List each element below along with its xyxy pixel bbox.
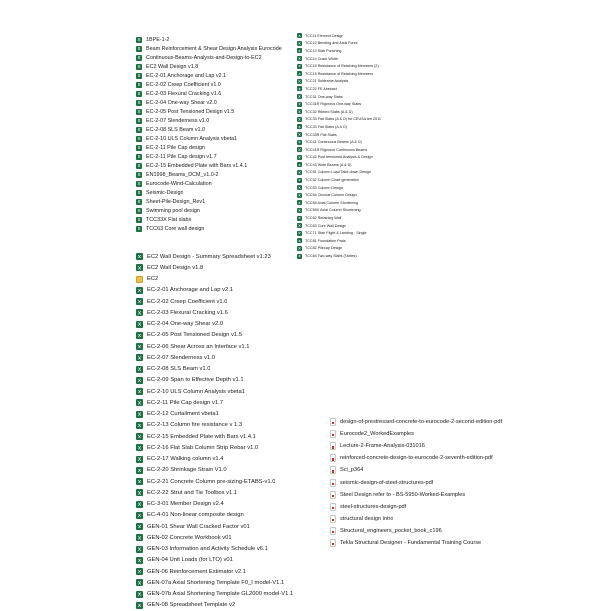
file-name-label: Steel Design refer to - BS-5950-Worked-Examples (340, 491, 466, 498)
file-name-label: GEN-08 Spreadsheet Template v2 (147, 602, 236, 609)
pdf-file-icon (330, 418, 336, 426)
file-item[interactable] (330, 501, 502, 513)
file-name-label: EC-2-08 SLS Beam v1.0 (147, 366, 211, 373)
file-item[interactable] (297, 161, 381, 169)
file-item[interactable] (136, 44, 282, 53)
excel-file-icon (136, 332, 143, 339)
file-item[interactable] (297, 108, 381, 116)
excel-file-icon (297, 162, 302, 167)
file-item[interactable] (136, 251, 293, 262)
excel-file-icon (136, 309, 143, 316)
file-name-label: TCC63 Core Wall Design (305, 223, 347, 228)
file-name-label: EC2 (147, 276, 159, 283)
file-item[interactable] (136, 107, 282, 116)
excel-file-icon (136, 366, 143, 373)
file-item[interactable] (297, 93, 381, 101)
file-item[interactable] (330, 452, 502, 464)
file-name-label: GEN-07a Axial Shortening Template F0_I model-V1.1 (147, 579, 285, 586)
file-item[interactable] (136, 116, 282, 125)
file-item[interactable] (330, 416, 502, 428)
file-list-middle (136, 251, 293, 611)
file-name-label: TCC41R Rigorous Continuous Beams (305, 147, 368, 152)
file-item[interactable] (136, 577, 293, 588)
file-name-label: GEN-01 Shear Wall Cracked Factor v01 (147, 523, 250, 530)
excel-file-icon (297, 41, 302, 46)
file-name-label: Tekla Structural Designer - Fundamental Training Course (340, 539, 482, 546)
excel-file-icon (136, 467, 143, 474)
file-item[interactable] (297, 32, 381, 40)
excel-file-icon (297, 170, 302, 175)
file-name-label: TCC33 Flat Slabs (A & D) for CEUSA ten 2011 (305, 117, 381, 122)
file-item[interactable] (136, 397, 293, 408)
file-item[interactable] (297, 146, 381, 154)
file-name-label: GEN-06 Reinforcement Estimator v2.1 (147, 568, 246, 575)
file-name-label: TCC81 Foundation Pads (305, 238, 346, 243)
excel-file-icon (136, 264, 143, 271)
file-name-label: EC-2-06 Shear Across an Interface v1.1 (147, 343, 250, 350)
file-item[interactable] (330, 440, 502, 452)
excel-file-icon (297, 132, 302, 137)
file-name-label: reinforced-concrete-design-to-eurocode-2-seventh-edition-pdf (340, 455, 493, 462)
file-name-label: TCC43 Wide Beams (A & D) (305, 162, 352, 167)
file-name-label: steel-structures-design-pdf (340, 503, 407, 510)
file-name-label: EC-2-20 Shrinkage Strain V1.0 (147, 467, 227, 474)
file-name-label: EC-4-01 Non-linear composite design (147, 512, 244, 519)
excel-file-icon (136, 523, 143, 530)
excel-file-icon (297, 33, 302, 38)
file-item[interactable] (297, 154, 381, 162)
file-item[interactable] (136, 224, 282, 233)
file-name-label: TCC52 Column Chart generation (305, 178, 359, 183)
excel-file-icon (297, 71, 302, 76)
excel-file-icon (136, 172, 142, 178)
file-name-label: EC-2-05 Post Tensioned Design v1.5 (146, 108, 235, 115)
file-item[interactable] (297, 85, 381, 93)
file-name-label: EC-2-10 ULS Column Analysis vbeta1 (147, 388, 245, 395)
file-name-label: Eurocode2_WorkedExamples (340, 431, 414, 438)
file-name-label: EC-2-01 Anchorage and Lap v2.1 (147, 287, 234, 294)
file-item[interactable] (297, 176, 381, 184)
excel-file-icon (136, 557, 143, 564)
file-item[interactable] (136, 274, 293, 285)
file-name-label: TCC42 Post tensioned Analysis & Design (305, 155, 373, 160)
excel-file-icon (136, 127, 142, 133)
file-name-label: EC-2-15 Embedded Plate with Bars v1.4.1 (146, 162, 248, 169)
excel-file-icon (136, 91, 142, 97)
file-item[interactable] (136, 62, 282, 71)
file-item[interactable] (136, 521, 293, 532)
excel-file-icon (297, 246, 302, 251)
excel-file-icon (136, 136, 142, 142)
excel-file-icon (297, 155, 302, 160)
excel-file-icon (136, 109, 142, 115)
excel-file-icon (136, 73, 142, 79)
file-item[interactable] (136, 341, 293, 352)
file-name-label: TCC33X Flat slabs (146, 216, 192, 223)
pdf-file-icon (330, 442, 336, 450)
file-name-label: TCC84 Two-way Slabs (Tables) (305, 254, 357, 259)
file-name-label: TCC41 Continuous Beams (A & D) (305, 140, 362, 145)
file-name-label: seismic-design-of-steel-structures-pdf (340, 479, 434, 486)
excel-file-icon (136, 100, 142, 106)
file-name-label: EC2 Wall Design v1.8 (146, 63, 199, 70)
file-item[interactable] (297, 191, 381, 199)
excel-file-icon (136, 343, 143, 350)
file-name-label: Beam Reinforcement & Shear Design Analysis Eurocode (146, 45, 282, 52)
pdf-file-icon (330, 539, 336, 547)
excel-file-icon (136, 354, 143, 361)
excel-file-icon (136, 217, 142, 223)
folder-icon (136, 276, 143, 283)
file-name-label: TCC63 Core wall design (146, 225, 205, 232)
file-list-pdf (330, 416, 502, 549)
file-item[interactable] (136, 197, 282, 206)
file-item[interactable] (136, 89, 282, 98)
excel-file-icon (136, 591, 143, 598)
file-name-label: TCC31R Rigorous One-way Slabs (305, 102, 362, 107)
file-name-label: TCC62 Retaining Wall (305, 216, 342, 221)
file-name-label: EC-2-12 Curtailment vbeta1 (147, 411, 219, 418)
file-item[interactable] (297, 55, 381, 63)
file-item[interactable] (136, 442, 293, 453)
file-item[interactable] (297, 214, 381, 222)
pdf-file-icon (330, 466, 336, 474)
file-name-label: EC-2-07 Slenderness v1.0 (147, 354, 215, 361)
excel-file-icon (136, 546, 143, 553)
file-item[interactable] (330, 428, 502, 440)
file-item[interactable] (136, 375, 293, 386)
file-name-label: TCC21 Subframe Analysis (305, 79, 349, 84)
file-item[interactable] (297, 138, 381, 146)
file-name-label: TCC15 Resistance of Retaining Members (305, 71, 374, 76)
file-name-label: design-of-prestressed-concrete-to-eurocode-2-second-edition-pdf (340, 419, 502, 426)
file-name-label: EC-2-08 SLS Beam v1.0 (146, 126, 206, 133)
file-item[interactable] (297, 40, 381, 48)
pdf-file-icon (330, 503, 336, 511)
file-item[interactable] (136, 409, 293, 420)
excel-file-icon (297, 94, 302, 99)
file-name-label: EC-2-16 Flat Slab Column Strip Rebar v1.0 (147, 444, 259, 451)
file-item[interactable] (136, 420, 293, 431)
file-name-label: Eurocode-Wind-Calculation (146, 180, 212, 187)
file-name-label: EC-2-11 Pile Cap design v1.7 (146, 153, 217, 160)
excel-file-icon (297, 124, 302, 129)
excel-file-icon (297, 86, 302, 91)
excel-file-icon (297, 208, 302, 213)
file-name-label: EC-2-11 Pile Cap design v1.7 (147, 399, 223, 406)
file-item[interactable] (136, 143, 282, 152)
pdf-file-icon (330, 430, 336, 438)
file-name-label: Lecture-2-Frame-Analysis-031016 (340, 443, 425, 450)
excel-file-icon (297, 79, 302, 84)
file-name-label: GEN-03 Information and Activity Schedule v6.1 (147, 546, 268, 553)
pdf-file-icon (330, 527, 336, 535)
excel-file-icon (136, 55, 142, 61)
excel-file-icon (297, 140, 302, 145)
excel-file-icon (136, 602, 143, 609)
file-name-label: TCC55 Axial Column Shortening (305, 200, 359, 205)
file-item[interactable] (136, 307, 293, 318)
excel-file-icon (297, 117, 302, 122)
excel-file-icon (136, 199, 142, 205)
excel-file-icon (136, 411, 143, 418)
file-item[interactable] (136, 352, 293, 363)
file-name-label: TCC51 Column Load Take-down Design (305, 170, 371, 175)
excel-file-icon (136, 154, 142, 160)
excel-file-icon (136, 501, 143, 508)
excel-file-icon (297, 200, 302, 205)
file-item[interactable] (330, 537, 502, 549)
excel-file-icon (136, 163, 142, 169)
excel-file-icon (136, 568, 143, 575)
file-name-label: EC-2-07 Slenderness v1.0 (146, 117, 210, 124)
file-item[interactable] (136, 499, 293, 510)
file-name-label: TCC82 Pilecap Design (305, 246, 343, 251)
excel-file-icon (136, 534, 143, 541)
file-item[interactable] (297, 100, 381, 108)
file-item[interactable] (136, 98, 282, 107)
pdf-file-icon (330, 491, 336, 499)
pdf-file-icon (330, 479, 336, 487)
file-item[interactable] (136, 35, 282, 44)
excel-file-icon (297, 231, 302, 236)
file-item[interactable] (136, 80, 282, 89)
file-item[interactable] (136, 285, 293, 296)
file-item[interactable] (330, 476, 502, 488)
file-item[interactable] (330, 513, 502, 525)
file-name-label: GEN-02 Concrete Workbook v01 (147, 534, 232, 541)
file-item[interactable] (330, 464, 502, 476)
file-item[interactable] (136, 454, 293, 465)
file-item[interactable] (136, 296, 293, 307)
file-item[interactable] (136, 319, 293, 330)
file-item[interactable] (297, 207, 381, 215)
file-name-label: TCC22 FE Abstract (305, 86, 337, 91)
file-name-label: TCC13 Slab Punching (305, 48, 342, 53)
file-item[interactable] (136, 566, 293, 577)
file-item[interactable] (136, 125, 282, 134)
excel-file-icon (297, 102, 302, 107)
file-name-label: EC-2-03 Flexural Cracking v1.6 (146, 90, 222, 97)
file-item[interactable] (136, 53, 282, 62)
excel-file-icon (136, 456, 143, 463)
excel-file-icon (297, 193, 302, 198)
file-name-label: TCC11 Element Design (305, 33, 344, 38)
file-name-label: EC-2-15 Embedded Plate with Bars v1.4.1 (147, 433, 256, 440)
file-item[interactable] (136, 188, 282, 197)
file-name-label: EC2 Wall Design - Summary Spreadsheet v1.23 (147, 253, 271, 260)
excel-file-icon (136, 208, 142, 214)
excel-file-icon (297, 109, 302, 114)
file-item[interactable] (136, 364, 293, 375)
excel-file-icon (136, 444, 143, 451)
file-item[interactable] (136, 465, 293, 476)
file-item[interactable] (297, 237, 381, 245)
file-name-label: structural design intro (340, 515, 394, 522)
file-name-label: GEN-04 Unit Loads (for LTO) v01 (147, 557, 233, 564)
file-name-label: EC-2-17 Walking column v1.4 (147, 456, 224, 463)
file-item[interactable] (297, 116, 381, 124)
file-name-label: Continuous-Beams-Analysis-and-Design-to-EC2 (146, 54, 262, 61)
file-item[interactable] (136, 170, 282, 179)
excel-file-icon (297, 56, 302, 61)
file-item[interactable] (136, 179, 282, 188)
file-item[interactable] (136, 71, 282, 80)
file-name-label: EC2 Wall Design v1.8 (147, 264, 204, 271)
file-item[interactable] (136, 386, 293, 397)
file-name-label: EN1998_Beams_DCM_v1.0-2 (146, 171, 219, 178)
excel-file-icon (136, 253, 143, 260)
excel-file-icon (136, 46, 142, 52)
file-name-label: EC-2-09 Span to Effective Depth v1.1 (147, 377, 244, 384)
file-name-label: EC-2-04 One-way Shear v2.0 (147, 321, 224, 328)
file-name-label: TCC53 Column Design (305, 185, 343, 190)
file-item[interactable] (136, 215, 282, 224)
file-item[interactable] (297, 222, 381, 230)
file-name-label: GEN-07b Axial Shortening Template GL2000 model-V1.1 (147, 591, 294, 598)
file-item[interactable] (136, 431, 293, 442)
file-name-label: 1BPE-1-2 (146, 36, 170, 43)
file-name-label: Sheet-Pile-Design_Rev1 (146, 198, 206, 205)
file-item[interactable] (136, 330, 293, 341)
file-item[interactable] (136, 476, 293, 487)
excel-file-icon (136, 287, 143, 294)
file-name-label: EC-2-22 Strut and Tie Toolbox v1.1 (147, 489, 238, 496)
excel-file-icon (297, 185, 302, 190)
excel-file-icon (136, 489, 143, 496)
file-item[interactable] (136, 555, 293, 566)
excel-file-icon (297, 64, 302, 69)
file-name-label: EC-2-21 Concrete Column pre-sizing-ETABS-v1.0 (147, 478, 276, 485)
excel-file-icon (297, 254, 302, 259)
excel-file-icon (136, 145, 142, 151)
excel-file-icon (136, 399, 143, 406)
file-item[interactable] (330, 525, 502, 537)
file-name-label: EC-2-03 Flexural Cracking v1.6 (147, 309, 228, 316)
file-item[interactable] (136, 206, 282, 215)
file-list-top-left (136, 35, 282, 233)
excel-file-icon (297, 178, 302, 183)
file-item[interactable] (297, 62, 381, 70)
file-item[interactable] (297, 229, 381, 237)
file-name-label: Structural_engineers_pocket_book_c196 (340, 527, 442, 534)
file-item[interactable] (297, 199, 381, 207)
file-item[interactable] (136, 161, 282, 170)
excel-file-icon (136, 181, 142, 187)
pdf-file-icon (330, 454, 336, 462)
file-item[interactable] (330, 489, 502, 501)
file-name-label: TCC71 Stair Flight & Landing - Single (305, 231, 367, 236)
excel-file-icon (297, 147, 302, 152)
file-name-label: Seismic-Design (146, 189, 184, 196)
file-item[interactable] (297, 169, 381, 177)
file-name-label: EC-2-02 Creep Coefficient v1.0 (147, 298, 228, 305)
file-name-label: TCC31 One-way Slabs (305, 94, 343, 99)
excel-file-icon (136, 64, 142, 70)
file-item[interactable] (136, 600, 293, 611)
excel-file-icon (136, 433, 143, 440)
excel-file-icon (136, 298, 143, 305)
file-item[interactable] (297, 78, 381, 86)
file-item[interactable] (136, 544, 293, 555)
excel-file-icon (297, 48, 302, 53)
file-name-label: TCC32 Ribbed Slabs (A & D) (305, 109, 353, 114)
excel-file-icon (136, 388, 143, 395)
file-item[interactable] (136, 487, 293, 498)
file-item[interactable] (297, 252, 381, 260)
pdf-file-icon (330, 515, 336, 523)
file-name-label: EC-2-01 Anchorage and Lap v2.1 (146, 72, 227, 79)
file-name-label: TCC12 Bending and Axial Force (305, 41, 358, 46)
file-item[interactable] (136, 262, 293, 273)
excel-file-icon (136, 190, 142, 196)
file-name-label: EC-2-10 ULS Column Analysis vbeta1 (146, 135, 238, 142)
file-name-label: EC-2-05 Post Tensioned Design v1.5 (147, 332, 242, 339)
file-name-label: EC-2-13 Column fire resistance v 1.3 (147, 422, 243, 429)
excel-file-icon (297, 216, 302, 221)
file-name-label: EC-3-01 Member Design v2.4 (147, 501, 224, 508)
file-item[interactable] (297, 245, 381, 253)
file-name-label: TCC55X Axial Column Shortening (305, 208, 361, 213)
file-name-label: TCC33 Flat Slabs (A & D) (305, 124, 348, 129)
file-name-label: TCC15 Resistance of Retaining Members (2) (305, 64, 379, 69)
file-name-label: TCC54 Circular Column Design (305, 193, 357, 198)
file-name-label: Sci_p364 (340, 467, 364, 474)
excel-file-icon (136, 422, 143, 429)
file-item[interactable] (136, 532, 293, 543)
excel-file-icon (136, 579, 143, 586)
file-list-top-right (297, 32, 381, 260)
file-item[interactable] (297, 47, 381, 55)
file-item[interactable] (297, 123, 381, 131)
file-item[interactable] (297, 184, 381, 192)
file-item[interactable] (136, 134, 282, 143)
file-item[interactable] (136, 510, 293, 521)
file-name-label: TCC33R Flat Slabs (305, 132, 337, 137)
file-item[interactable] (297, 70, 381, 78)
excel-file-icon (136, 226, 142, 232)
excel-file-icon (136, 37, 142, 43)
file-item[interactable] (297, 131, 381, 139)
file-name-label: Swimming pool design (146, 207, 200, 214)
file-item[interactable] (136, 152, 282, 161)
excel-file-icon (297, 223, 302, 228)
excel-file-icon (136, 377, 143, 384)
excel-file-icon (136, 478, 143, 485)
file-item[interactable] (136, 589, 293, 600)
excel-file-icon (297, 238, 302, 243)
file-name-label: TCC14 Crack Width (305, 56, 338, 61)
excel-file-icon (136, 512, 143, 519)
excel-file-icon (136, 118, 142, 124)
file-name-label: EC-2-02 Creep Coefficient v1.0 (146, 81, 221, 88)
excel-file-icon (136, 82, 142, 88)
file-name-label: EC-2-04 One-way Shear v2.0 (146, 99, 217, 106)
excel-file-icon (136, 321, 143, 328)
file-name-label: EC-2-11 Pile Cap design (146, 144, 205, 151)
